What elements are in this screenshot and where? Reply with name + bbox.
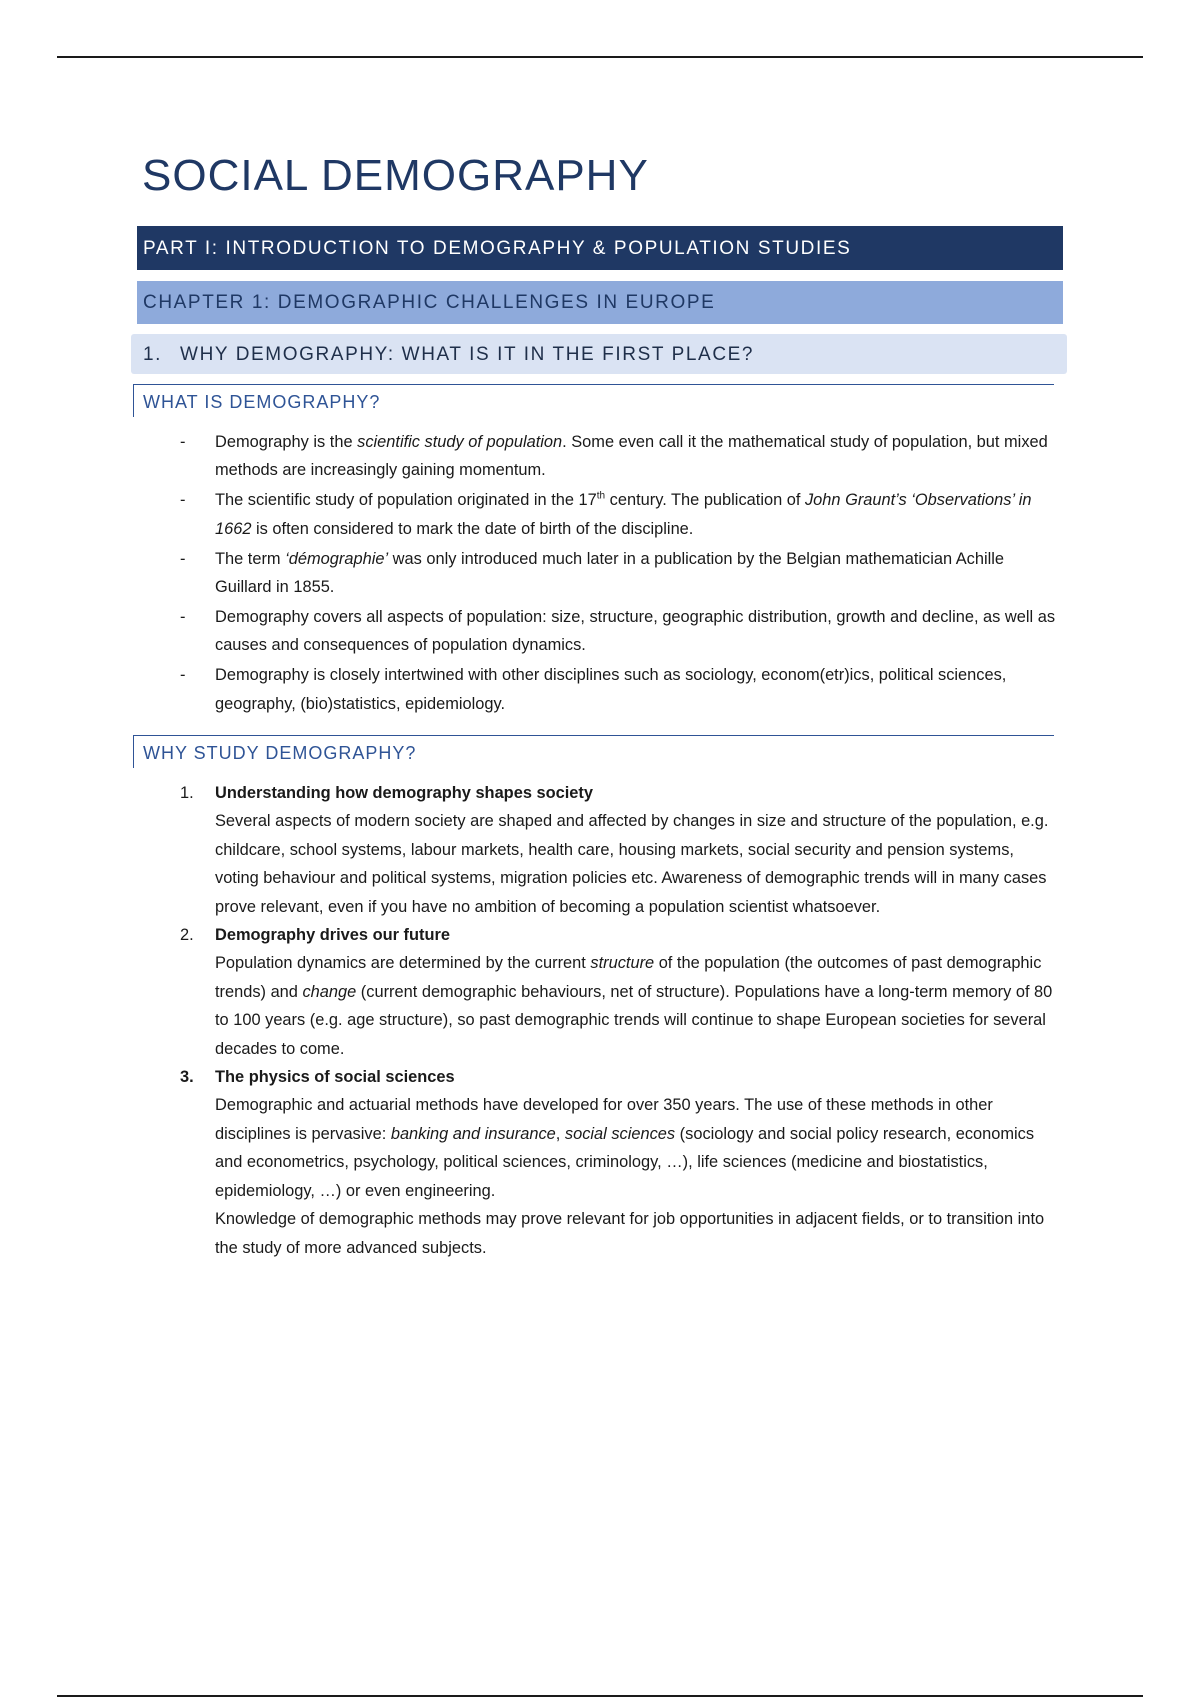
text-run: (current demographic behaviours, net of structure). Populations have a long-term memory of 80 to 100 years (e.g. age structure), so past demographic trends will continue to shape European societies for several decades to come. [215,982,1053,1058]
item-number: 2. [180,926,194,945]
subheading-what-is-demography: WHAT IS DEMOGRAPHY? [133,384,1054,417]
text-run: (sociology and social policy research, economics and econometrics, psychology, political sciences, criminology, …), life sciences (medicine and biostatistics, epidemiology, …) or even engineering. [215,1124,1035,1200]
item-body-continued: Knowledge of demographic methods may prove relevant for job opportunities in adjacent fields, or to transition into the study of more advanced subjects. [215,1210,1045,1257]
emphasis-text: ‘démographie’ [285,549,389,568]
text-run: was only introduced much later in a publication by the Belgian mathematician Achille Guillard in 1855. [215,549,1005,597]
footer-rule [57,1695,1143,1697]
chapter-heading: CHAPTER 1: DEMOGRAPHIC CHALLENGES IN EUROPE [137,281,1063,324]
list-item [175,1063,1060,1262]
part-heading: PART I: INTRODUCTION TO DEMOGRAPHY & POPULATION STUDIES [137,226,1063,270]
emphasis-text: John Graunt’s ‘Observations’ in 1662 [215,491,1032,538]
bullet-marker: - [180,607,186,626]
text-run: , [555,1124,565,1143]
text-run: . Some even call it the mathematical study of population, but mixed methods are increasingly gaining momentum. [215,433,1048,480]
list-item [175,486,1060,543]
emphasis-text: banking and insurance [390,1124,556,1143]
bullet-marker: - [180,491,186,510]
text-run: Demography covers all aspects of population: size, structure, geographic distribution, growth and decline, as well as causes and consequences of population dynamics. [215,607,1056,655]
item-body [215,1091,1060,1205]
item-body [215,949,1060,1063]
bullet-marker: - [180,666,186,685]
section-heading [131,334,1067,374]
bullet-marker: - [180,433,186,451]
list-item [175,921,1060,1063]
item-number: 1. [180,784,194,802]
emphasis-text: structure [590,954,655,973]
text-run: Demographic and actuarial methods have developed for over 350 years. The use of these methods in other disciplines is pervasive: [215,1096,993,1143]
emphasis-text: scientific study of population [357,433,563,451]
item-title: The physics of social sciences [215,1068,455,1087]
text-run: The term [215,549,286,568]
text-run: century. The publication of [605,491,805,510]
list-item [175,428,1060,485]
item-title: Demography drives our future [215,926,450,945]
list-item [175,779,1060,921]
text-run: Population dynamics are determined by the current [215,954,591,973]
item-body: Several aspects of modern society are shaped and affected by changes in size and structure of the population, e.g. childcare, school systems, labour markets, health care, housing markets, social security and pension systems, voting behaviour and political systems, migration policies etc. Awareness of demographic trends will in many cases prove relevant, even if you have no ambition of becoming a population scientist whatsoever. [215,812,1049,916]
superscript: th [596,490,606,502]
text-run: of the population (the outcomes of past demographic trends) and [215,954,1042,1001]
text-run: The scientific study of population originated in the 17 [215,491,597,510]
document-title: SOCIAL DEMOGRAPHY [142,151,649,200]
emphasis-text: social sciences [564,1124,676,1143]
text-run: Demography is closely intertwined with other disciplines such as sociology, econom(etr)ics, political sciences, geography, (bio)statistics, epidemiology. [215,666,1007,713]
what-is-bullet-list [175,428,1060,720]
bullet-marker: - [180,549,186,568]
header-rule [57,56,1143,58]
emphasis-text: change [302,982,357,1001]
subheading-why-study-demography: WHY STUDY DEMOGRAPHY? [133,735,1054,768]
item-title: Understanding how demography shapes society [215,784,593,802]
section-number: 1. [143,343,163,365]
list-item [175,661,1060,718]
section-title: WHY DEMOGRAPHY: WHAT IS IT IN THE FIRST PLACE? [180,343,755,365]
text-run: Demography is the [215,433,358,451]
text-run: is often considered to mark the date of birth of the discipline. [251,519,694,538]
item-number: 3. [180,1068,194,1087]
list-item [175,545,1060,602]
list-item [175,603,1060,660]
why-study-numbered-list [175,779,1060,1262]
